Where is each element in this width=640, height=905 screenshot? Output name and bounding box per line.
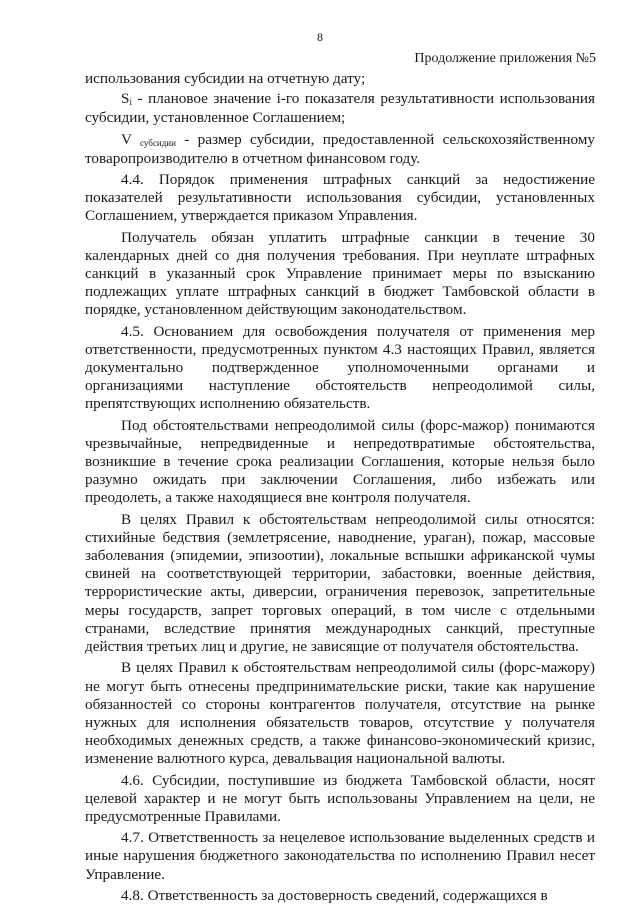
paragraph-force-majeure-exclusions: В целях Правил к обстоятельствам непреодолимой силы (форс-мажору) не могут быть отнесены предпринимательские риски, такие как нарушение обязанностей со стороны контрагентов получателя, отсутствие на рынке нужных для исполнения обязательств товаров, отсутствие у получателя необходимых денежных средств, а также финансово-экономический кризис, изменение валютного курса, девальвация национальной валюты. bbox=[85, 659, 595, 768]
v-subscript: субсидии bbox=[140, 137, 176, 148]
paragraph-4-5: 4.5. Основанием для освобождения получателя от применения мер ответственности, предусмотренных пунктом 4.3 настоящих Правил, является документально подтвержденное уполномоченными органами и организациями наступление обстоятельств непреодолимой силы, препятствующих исполнению обязательств. bbox=[85, 322, 595, 413]
paragraph-4-7: 4.7. Ответственность за нецелевое использование выделенных средств и иные нарушения бюджетного законодательства по исполнению Правил несет Управление. bbox=[85, 829, 595, 883]
paragraph-si-definition bbox=[85, 90, 595, 127]
paragraph-force-majeure-definition: Под обстоятельствами непреодолимой силы (форс-мажор) понимаются чрезвычайные, непредвиденные и непредотвратимые обстоятельства, возникшие в течение срока реализации Соглашения, которые нельзя было разумно ожидать при заключении Соглашения, либо избежать или преодолеть, а также находящиеся вне контроля получателя. bbox=[85, 416, 595, 507]
si-symbol: S bbox=[121, 90, 130, 108]
paragraph-v-definition bbox=[85, 131, 595, 168]
paragraph-4-6: 4.6. Субсидии, поступившие из бюджета Тамбовской области, носят целевой характер и не могут быть использованы Управлением на цели, не предусмотренные Правилами. bbox=[85, 771, 595, 825]
v-text: - размер субсидии, предоставленной сельскохозяйственному товаропроизводителю в отчетном финансовом году. bbox=[85, 130, 595, 167]
v-symbol: V bbox=[121, 130, 141, 148]
paragraph-4-4: 4.4. Порядок применения штрафных санкций за недостижение показателей результативности использования субсидии, установленных Соглашением, утверждается приказом Управления. bbox=[85, 171, 595, 225]
si-subscript: i bbox=[129, 97, 132, 108]
paragraph-force-majeure-list: В целях Правил к обстоятельствам непреодолимой силы относятся: стихийные бедствия (землетрясение, наводнение, ураган), пожар, массовые заболевания (эпидемии, эпизоотии), локальные вспышки африканской чумы свиней на соответствующей территории, забастовки, военные действия, террористические акты, диверсии, ограничения перевозок, запретительные меры государств, запрет торговых операций, в том числе с отдельными странами, вследствие принятия международных санкций, преступные действия третьих лиц и другие, не зависящие от получателя обстоятельства. bbox=[85, 510, 595, 656]
paragraph-4-8: 4.8. Ответственность за достоверность сведений, содержащихся в bbox=[121, 886, 548, 904]
page-number: 8 bbox=[317, 30, 323, 44]
paragraph-continuation: использования субсидии на отчетную дату; bbox=[85, 70, 366, 87]
document-body bbox=[85, 70, 595, 905]
paragraph-penalty-payment: Получатель обязан уплатить штрафные санкции в течение 30 календарных дней со дня получения требования. При неуплате штрафных санкций в указанный срок Управление принимает меры по взысканию подлежащих уплате штрафных санкций в бюджет Тамбовской области в порядке, установленном действующим законодательством. bbox=[85, 228, 595, 319]
continuation-label: Продолжение приложения №5 bbox=[414, 51, 596, 66]
si-text: - плановое значение i-го показателя результативности использования субсидии, установленное Соглашением; bbox=[85, 90, 595, 127]
